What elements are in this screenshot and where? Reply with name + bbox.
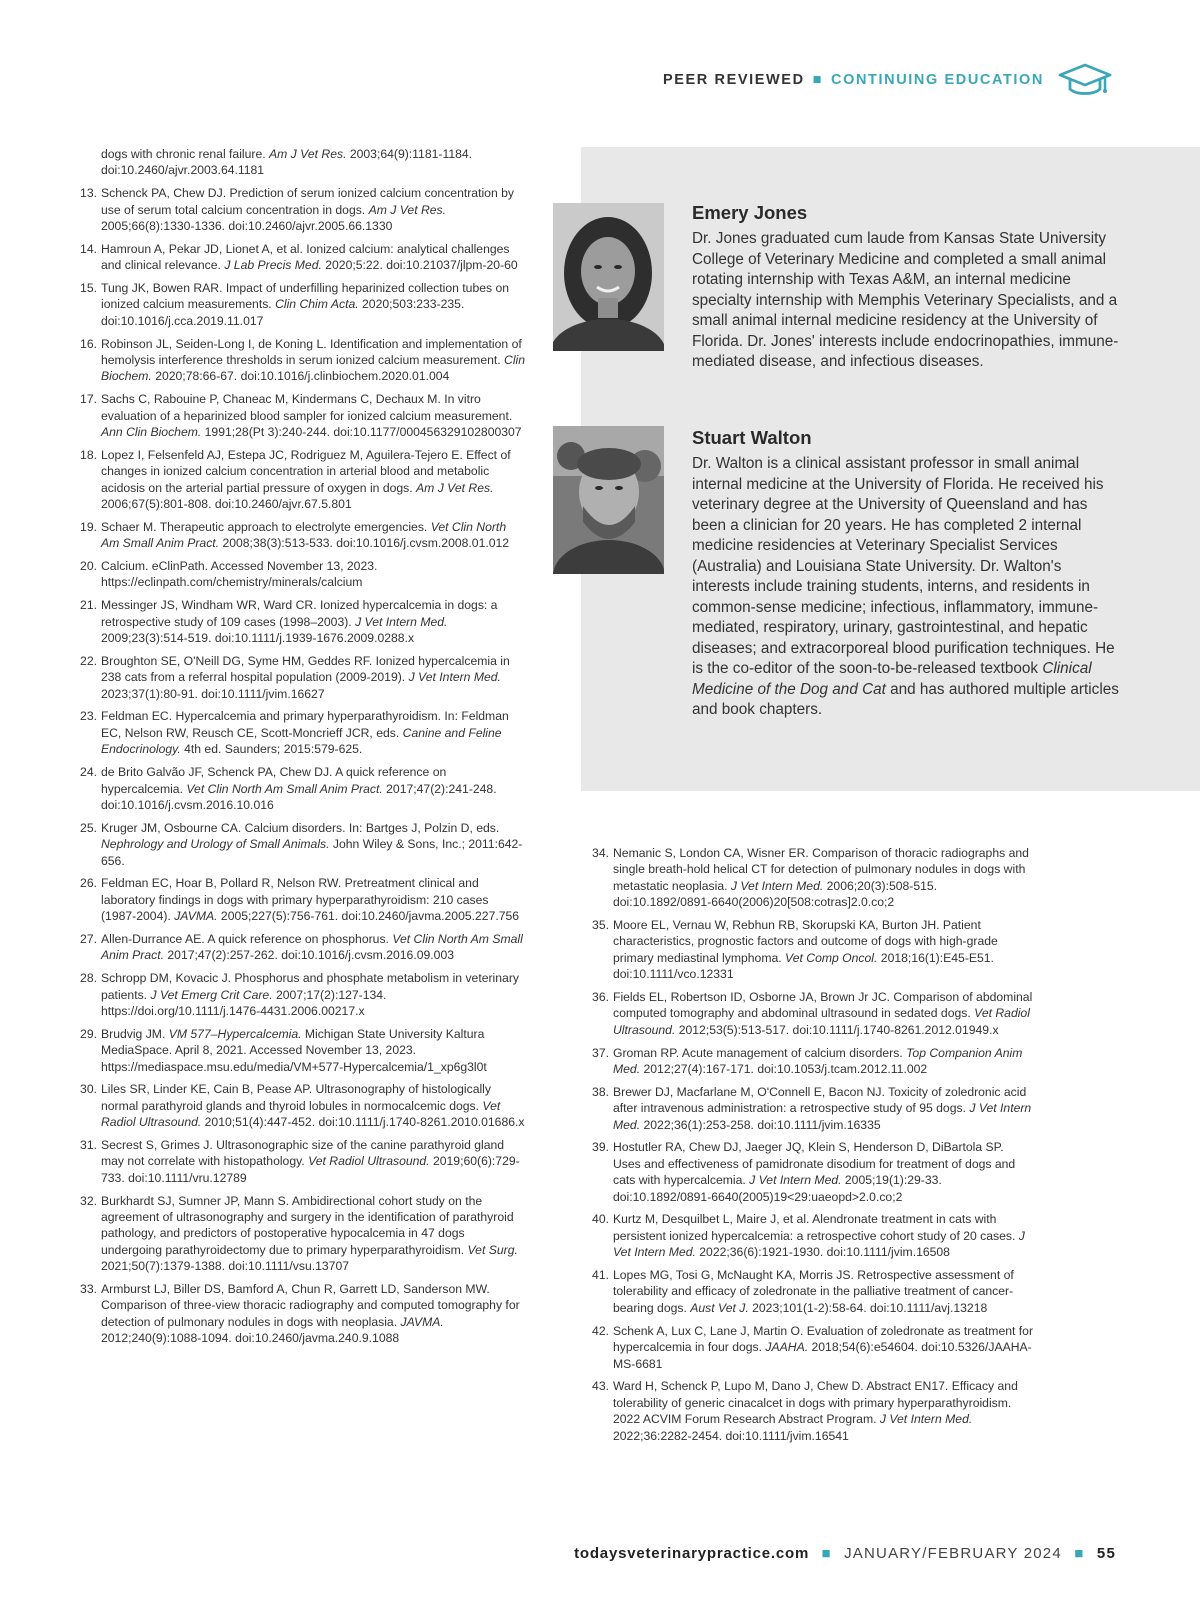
reference-number — [70, 146, 101, 179]
reference-item — [70, 820, 526, 869]
reference-number: 15. — [80, 281, 97, 296]
reference-text: Moore EL, Vernau W, Rebhun RB, Skorupski KA, Burton JH. Patient characteristics, prognostic factors and outcome of dogs with high-grade primary mediastinal lymphoma. Vet Comp Oncol. 2018;16(1):E45-E51. doi:10.1111/vco.12331 — [613, 918, 998, 982]
reference-number: 22. — [80, 653, 97, 668]
reference-number: 14. — [80, 241, 97, 256]
reference-text: Hostutler RA, Chew DJ, Jaeger JQ, Klein S, Henderson D, DiBartola SP. Uses and effectiveness of pamidronate disodium for treatment of dogs and cats with hypercalcemia. J Vet Intern Med. 2005;19(1):29-33. doi:10.1892/0891-6640(2005)19<29:uaeopd>2.0.co;2 — [613, 1140, 1016, 1204]
reference-number: 24. — [80, 765, 97, 780]
reference-text: Hamroun A, Pekar JD, Lionet A, et al. Ionized calcium: analytical challenges and clinical relevance. J Lab Precis Med. 2020;5:22. doi:10.21037/jlpm-20-60 — [101, 241, 518, 273]
reference-text: Messinger JS, Windham WR, Ward CR. Ionized hypercalcemia in dogs: a retrospective study of 109 cases (1998–2003). J Vet Intern Med. 2009;23(3):514-519. doi:10.1111/j.1939-1676.2009.0288.x — [101, 598, 498, 646]
reference-text: Calcium. eClinPath. Accessed November 13, 2023. https://eclinpath.com/chemistry/minerals/calcium — [101, 559, 378, 590]
reference-text: Lopes MG, Tosi G, McNaught KA, Morris JS. Retrospective assessment of tolerability and efficacy of zoledronate in the palliative treatment of cancer-bearing dogs. Aust Vet J. 2023;101(1-2):58-64. doi:10.1111/avj.13218 — [613, 1268, 1014, 1315]
reference-number: 21. — [80, 598, 97, 613]
reference-item — [70, 1081, 526, 1130]
header-separator: ■ — [812, 72, 824, 88]
page-number: 55 — [1096, 1545, 1116, 1562]
reference-item — [582, 1045, 1034, 1078]
reference-text: Brewer DJ, Macfarlane M, O'Connell E, Bacon NJ. Toxicity of zoledronic acid after intravenous administration: a retrospective study of 95 dogs. J Vet Intern Med. 2022;36(1):253-258. doi:10.1111/jvim.16335 — [613, 1084, 1032, 1132]
reference-text: Tung JK, Bowen RAR. Impact of underfilling heparinized collection tubes on ionized calcium measurements. Clin Chim Acta. 2020;503:233-235. doi:10.1016/j.cca.2019.11.017 — [101, 281, 510, 328]
reference-number: 13. — [80, 186, 97, 201]
author-photo-emery-jones — [553, 203, 664, 351]
reference-item — [582, 845, 1034, 911]
reference-number: 36. — [592, 990, 609, 1005]
reference-text: Groman RP. Acute management of calcium disorders. Top Companion Anim Med. 2012;27(4):167-171. doi:10.1053/j.tcam.2012.11.002 — [613, 1045, 1023, 1077]
reference-item — [70, 597, 526, 646]
page-header — [663, 62, 1112, 98]
reference-text: Secrest S, Grimes J. Ultrasonographic size of the canine parathyroid gland may not correlate with histopathology. Vet Radiol Ultrasound. 2019;60(6):729-733. doi:10.1111/vru.12789 — [101, 1137, 520, 1185]
reference-item — [70, 519, 526, 552]
reference-text: Broughton SE, O'Neill DG, Syme HM, Geddes RF. Ionized hypercalcemia in 238 cats from a referral hospital population (2009-2019). J Vet Intern Med. 2023;37(1):80-91. doi:10.1111/jvim.16627 — [101, 653, 510, 701]
reference-text: Ward H, Schenck P, Lupo M, Dano J, Chew D. Abstract EN17. Efficacy and tolerability of generic cinacalcet in dogs with primary hyperparathyroidism. 2022 ACVIM Forum Research Abstract Program. J Vet Intern Med. 2022;36:2282-2454. doi:10.1111/jvim.16541 — [613, 1379, 1018, 1443]
reference-item — [70, 185, 526, 234]
reference-text: Burkhardt SJ, Sumner JP, Mann S. Ambidirectional cohort study on the agreement of ultrasonography and surgery in the identification of parathyroid pathology, and predictors of postoperative hypocalcemia in 47 dogs undergoing parathyroidectomy due to primary hyperparathyroidism. Vet Surg. 2021;50(7):1379-1388. doi:10.1111/vsu.13707 — [101, 1193, 518, 1274]
footer-issue-date: JANUARY/FEBRUARY 2024 — [844, 1545, 1062, 1562]
reference-text: Feldman EC. Hypercalcemia and primary hyperparathyroidism. In: Feldman EC, Nelson RW, Reusch CE, Scott-Moncrieff JCR, eds. Canine and Feline Endocrinology. 4th ed. Saunders; 2015:579-625. — [101, 709, 509, 757]
reference-text: Allen-Durrance AE. A quick reference on phosphorus. Vet Clin North Am Small Anim Pract. 2017;47(2):257-262. doi:10.1016/j.cvsm.2016.09.003 — [101, 931, 523, 963]
reference-item — [70, 1193, 526, 1275]
reference-item — [70, 558, 526, 591]
reference-item — [70, 1137, 526, 1186]
reference-item — [70, 280, 526, 329]
reference-text: Schenck PA, Chew DJ. Prediction of serum ionized calcium concentration by use of serum total calcium concentration in dogs. Am J Vet Res. 2005;66(8):1330-1336. doi:10.2460/ajvr.2005.66.1330 — [101, 186, 514, 234]
author-photo-stuart-walton — [553, 426, 664, 574]
reference-item — [70, 875, 526, 924]
reference-number: 28. — [80, 971, 97, 986]
reference-number: 41. — [592, 1268, 609, 1283]
reference-number: 33. — [80, 1281, 97, 1296]
reference-number: 40. — [592, 1212, 609, 1227]
reference-text: Fields EL, Robertson ID, Osborne JA, Brown Jr JC. Comparison of abdominal computed tomography and abdominal ultrasound in sedated dogs. Vet Radiol Ultrasound. 2012;53(5):513-517. doi:10.1111/j.1740-8261.2012.01949.x — [613, 990, 1033, 1037]
reference-number: 25. — [80, 820, 97, 835]
reference-item — [582, 1267, 1034, 1316]
reference-number: 26. — [80, 876, 97, 891]
reference-item — [582, 917, 1034, 983]
reference-number: 35. — [592, 918, 609, 933]
reference-item — [70, 653, 526, 702]
reference-number: 29. — [80, 1026, 97, 1041]
reference-text: Kruger JM, Osbourne CA. Calcium disorders. In: Bartges J, Polzin D, eds. Nephrology and Urology of Small Animals. John Wiley & Sons, Inc.; 2011:642-656. — [101, 820, 523, 868]
reference-number: 31. — [80, 1137, 97, 1152]
bio-name: Stuart Walton — [692, 427, 812, 448]
bio-name: Emery Jones — [692, 202, 808, 223]
reference-item — [70, 391, 526, 440]
reference-number: 39. — [592, 1140, 609, 1155]
reference-number: 38. — [592, 1084, 609, 1099]
reference-text: Schenk A, Lux C, Lane J, Martin O. Evaluation of zoledronate as treatment for hypercalcemia in four dogs. JAAHA. 2018;54(6):e54604. doi:10.5326/JAAHA-MS-6681 — [613, 1323, 1034, 1371]
reference-item — [70, 447, 526, 513]
reference-number: 18. — [80, 447, 97, 462]
reference-text: Feldman EC, Hoar B, Pollard R, Nelson RW. Pretreatment clinical and laboratory findings in dogs with primary hyperparathyroidism: 210 cases (1987-2004). JAVMA. 2005;227(5):756-761. doi:10.2460/javma.2005.227.756 — [101, 876, 520, 924]
bio-stuart-walton — [692, 427, 1120, 721]
footer-separator: ■ — [821, 1545, 832, 1562]
reference-text: Liles SR, Linder KE, Cain B, Pease AP. Ultrasonography of histologically normal parathyroid glands and thyroid lobules in normocalcemic dogs. Vet Radiol Ultrasound. 2010;51(4):447-452. doi:10.1111/j.1740-8261.2010.01686.x — [101, 1082, 525, 1130]
reference-item — [582, 1378, 1034, 1444]
reference-text: Lopez I, Felsenfeld AJ, Estepa JC, Rodriguez M, Aguilera-Tejero E. Effect of changes in ionized calcium concentration in arterial blood and metabolic acidosis on the arterial partial pressure of oxygen in dogs. Am J Vet Res. 2006;67(5):801-808. doi:10.2460/ajvr.67.5.801 — [101, 447, 511, 512]
reference-item — [582, 1211, 1034, 1260]
bio-emery-jones — [692, 202, 1120, 373]
reference-number: 37. — [592, 1045, 609, 1060]
references-right-column — [582, 845, 1034, 1450]
reference-number: 32. — [80, 1193, 97, 1208]
reference-text: Schropp DM, Kovacic J. Phosphorus and phosphate metabolism in veterinary patients. J Vet Emerg Crit Care. 2007;17(2):127-134. https://doi.org/10.1111/j.1476-4431.2006.00217.x — [101, 971, 519, 1018]
reference-text: Brudvig JM. VM 577–Hypercalcemia. Michigan State University Kaltura MediaSpace. April 8, 2021. Accessed November 13, 2023. https://mediaspace.msu.edu/media/VM+577-Hypercalcemia/1_xp6g3l0t — [101, 1026, 487, 1074]
reference-item — [70, 336, 526, 385]
graduation-cap-icon — [1058, 62, 1112, 98]
peer-reviewed-label: PEER REVIEWED — [662, 72, 805, 88]
reference-item — [582, 1323, 1034, 1372]
reference-item — [70, 708, 526, 757]
reference-item — [70, 970, 526, 1019]
continuing-education-label: CONTINUING EDUCATION — [831, 72, 1044, 88]
reference-number: 17. — [80, 392, 97, 407]
reference-text: Nemanic S, London CA, Wisner ER. Comparison of thoracic radiographs and single breath-hold helical CT for detection of pulmonary nodules in dogs with metastatic neoplasia. J Vet Intern Med. 2006;20(3):508-515. doi:10.1892/0891-6640(2006)20[508:cotras]2.0.co;2 — [613, 846, 1029, 910]
reference-number: 19. — [80, 519, 97, 534]
references-left-column — [70, 146, 526, 1353]
footer-website: todaysveterinarypractice.com — [574, 1545, 810, 1562]
bio-text: Dr. Jones graduated cum laude from Kansas State University College of Veterinary Medicine and completed a small animal rotating internship with Texas A&M, an internal medicine specialty internship with Memphis Veterinary Specialists, and a small animal internal medicine residency at the University of Florida. Dr. Jones' interests include endocrinopathies, immune-mediated disease, and infectious diseases. — [692, 230, 1119, 370]
reference-item — [70, 1281, 526, 1347]
reference-item — [582, 1084, 1034, 1133]
bio-text: Dr. Walton is a clinical assistant professor in small animal internal medicine at the University of Florida. He received his veterinary degree at the University of Queensland and has been a clinician for 20 years. He has completed 2 internal medicine residencies at Veterinary Specialist Services (Australia) and Louisiana State University. Dr. Walton's interests include training students, interns, and residents in common-sense medicine; infectious, inflammatory, immune-mediated, respiratory, urinary, gastrointestinal, and hepatic diseases; and extracorporeal blood purification techniques. He is the co-editor of the soon-to-be-released textbook Clinical Medicine of the Dog and Cat and has authored multiple articles and book chapters. — [692, 455, 1119, 718]
reference-text: Robinson JL, Seiden-Long I, de Koning L. Identification and implementation of hemolysis interference thresholds in serum ionized calcium measurement. Clin Biochem. 2020;78:66-67. doi:10.1016/j.clinbiochem.2020.01.004 — [101, 336, 526, 384]
reference-text: de Brito Galvão JF, Schenck PA, Chew DJ. A quick reference on hypercalcemia. Vet Clin North Am Small Anim Pract. 2017;47(2):241-248. doi:10.1016/j.cvsm.2016.10.016 — [101, 765, 497, 812]
reference-number: 16. — [80, 336, 97, 351]
reference-number: 27. — [80, 931, 97, 946]
reference-number: 30. — [80, 1082, 97, 1097]
reference-item — [70, 764, 526, 813]
reference-text: Schaer M. Therapeutic approach to electrolyte emergencies. Vet Clin North Am Small Anim Pract. 2008;38(3):513-533. doi:10.1016/j.cvsm.2008.01.012 — [101, 519, 510, 551]
footer-separator: ■ — [1074, 1545, 1085, 1562]
reference-item — [70, 241, 526, 274]
reference-item — [70, 146, 526, 179]
reference-number: 34. — [592, 846, 609, 860]
reference-number: 23. — [80, 709, 97, 724]
reference-number: 42. — [592, 1323, 609, 1338]
reference-number: 43. — [592, 1379, 609, 1394]
reference-item — [582, 989, 1034, 1038]
reference-text: Kurtz M, Desquilbet L, Maire J, et al. Alendronate treatment in cats with persistent ionized hypercalcemia: a retrospective cohort study of 20 cases. J Vet Intern Med. 2022;36(6):1921-1930. doi:10.1111/jvim.16508 — [613, 1212, 1025, 1260]
reference-text: Sachs C, Rabouine P, Chaneac M, Kindermans C, Dechaux M. In vitro evaluation of a heparinized blood sampler for ionized calcium measurement. Ann Clin Biochem. 1991;28(Pt 3):240-244. doi:10.1177/000456329102800307 — [101, 392, 522, 440]
reference-item — [582, 1139, 1034, 1205]
reference-text: dogs with chronic renal failure. Am J Vet Res. 2003;64(9):1181-1184. doi:10.2460/ajvr.2003.64.1181 — [101, 147, 473, 178]
reference-item — [70, 931, 526, 964]
reference-text: Armburst LJ, Biller DS, Bamford A, Chun R, Garrett LD, Sanderson MW. Comparison of three-view thoracic radiography and computed tomography for detection of pulmonary nodules in dogs with neoplasia. JAVMA. 2012;240(9):1088-1094. doi:10.2460/javma.240.9.1088 — [101, 1281, 520, 1346]
reference-item — [70, 1026, 526, 1075]
page-footer — [574, 1545, 1116, 1562]
reference-number: 20. — [80, 559, 97, 574]
